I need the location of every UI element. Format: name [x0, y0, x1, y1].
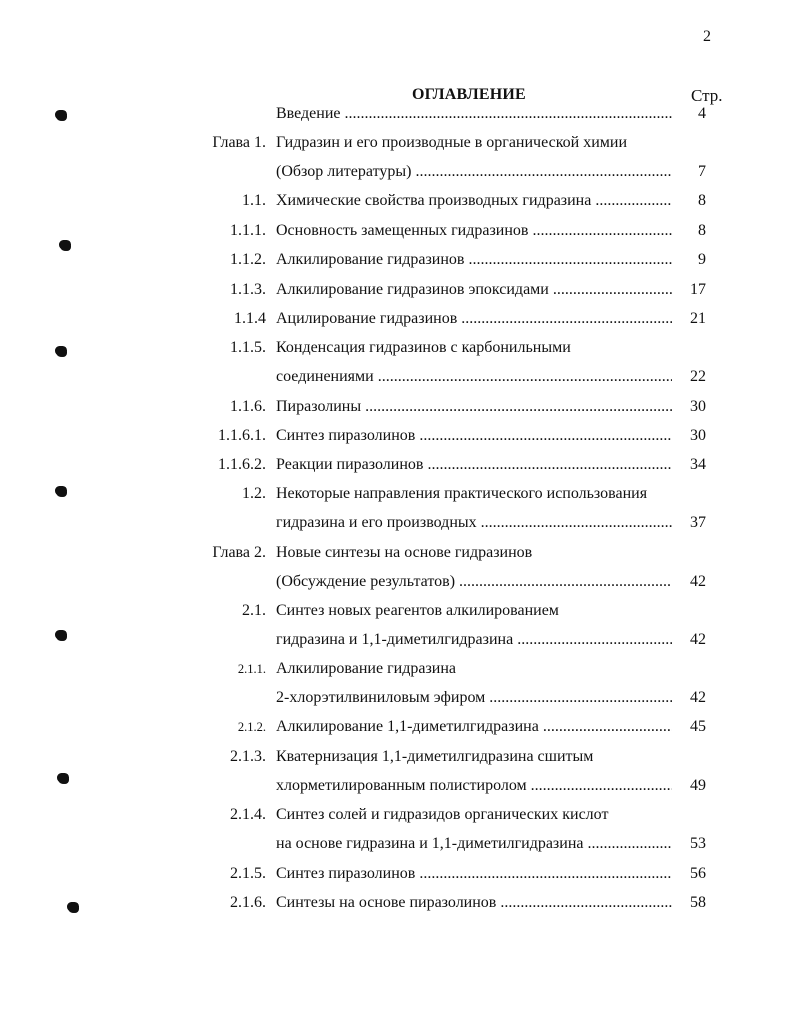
toc-entry-number: 2.1.1.	[237, 662, 266, 676]
toc-entry-number: Глава 2.	[212, 544, 266, 561]
toc-entry-title: Кватернизация 1,1-диметилгидразина сшитым	[276, 748, 594, 765]
toc-entry-page: 9	[698, 251, 706, 268]
toc-entry	[0, 630, 794, 650]
toc-entry-page: 4	[698, 105, 706, 122]
toc-entry-page: 30	[690, 427, 706, 444]
toc-entry-number: 1.1.5.	[230, 339, 266, 356]
toc-entry	[0, 250, 794, 270]
toc-entry-page: 42	[690, 689, 706, 706]
toc-entry-number: 2.1.	[242, 602, 266, 619]
toc-entry-page: 8	[698, 192, 706, 209]
toc-entry	[0, 717, 794, 737]
toc-entry	[0, 601, 794, 621]
toc-entry-title: Основность замещенных гидразинов .....	[276, 221, 672, 241]
toc-entry-number: 2.1.2.	[237, 720, 266, 734]
toc-entry-title: Синтез пиразолинов .....	[276, 864, 672, 884]
toc-entry-number: 1.1.1.	[230, 222, 266, 239]
toc-entry	[0, 776, 794, 796]
toc-entry-number: 2.1.6.	[230, 894, 266, 911]
toc-entry-title: Гидразин и его производные в органической химии	[276, 134, 628, 151]
toc-entry	[0, 513, 794, 533]
toc-entry-page: 42	[690, 573, 706, 590]
toc-entry-title: 2-хлорэтилвиниловым эфиром .....	[276, 688, 672, 708]
toc-entry-title: Синтез пиразолинов .....	[276, 426, 672, 446]
toc-entry-number: 1.1.4	[234, 310, 266, 327]
toc-entry	[0, 280, 794, 300]
toc-entry-number: 1.1.3.	[230, 281, 266, 298]
toc-entry-page: 30	[690, 398, 706, 415]
toc-entry-title: Синтезы на основе пиразолинов .....	[276, 893, 672, 913]
toc-entry-page: 34	[690, 456, 706, 473]
toc-entry-number: Глава 1.	[212, 134, 266, 151]
toc-entry	[0, 455, 794, 475]
toc-entry-page: 22	[690, 368, 706, 385]
toc-entry-page: 7	[698, 163, 706, 180]
toc-entry-number: 1.1.	[242, 192, 266, 209]
toc-entry-title: Синтез солей и гидразидов органических кислот	[276, 806, 609, 823]
toc-entry	[0, 162, 794, 182]
toc-entry-title: на основе гидразина и 1,1-диметилгидразина .....	[276, 834, 672, 854]
toc-entry-number: 2.1.5.	[230, 865, 266, 882]
toc-entry-title: Алкилирование гидразинов эпоксидами .....	[276, 280, 672, 300]
toc-entry-number: 2.1.4.	[230, 806, 266, 823]
toc-entry	[0, 133, 794, 153]
toc-entry	[0, 367, 794, 387]
toc-entry-number: 1.1.6.1.	[218, 427, 266, 444]
page-column-header: Стр.	[691, 86, 723, 105]
toc-entry	[0, 397, 794, 417]
toc-entry-title: Пиразолины .....	[276, 397, 672, 417]
toc-entry-page: 37	[690, 514, 706, 531]
toc-entry-page: 49	[690, 777, 706, 794]
toc-entry-page: 8	[698, 222, 706, 239]
toc-entry-page: 17	[690, 281, 706, 298]
toc-entry-number: 1.1.6.2.	[218, 456, 266, 473]
toc-entry-title: Новые синтезы на основе гидразинов	[276, 544, 533, 561]
toc-entry	[0, 864, 794, 884]
toc-entry	[0, 572, 794, 592]
toc-entry	[0, 688, 794, 708]
toc-entry	[0, 426, 794, 446]
toc-entry-title: Химические свойства производных гидразина .....	[276, 191, 672, 211]
toc-entry-title: Алкилирование 1,1-диметилгидразина .....	[276, 717, 672, 737]
toc-entry-page: 21	[690, 310, 706, 327]
toc-entry	[0, 309, 794, 329]
toc-title: ОГЛАВЛЕНИЕ	[412, 86, 526, 103]
toc-entry-number: 1.1.2.	[230, 251, 266, 268]
toc-entry-page: 58	[690, 894, 706, 911]
toc-entry-title: соединениями .....	[276, 367, 672, 387]
toc-entry-title: Введение .....	[276, 104, 672, 124]
toc-entry-title: Некоторые направления практического использования	[276, 485, 648, 502]
toc-entry-number: 2.1.3.	[230, 748, 266, 765]
toc-entry-title: Алкилирование гидразина	[276, 660, 457, 677]
toc-entry-title: Алкилирование гидразинов .....	[276, 250, 672, 270]
toc-entry-title: Реакции пиразолинов .....	[276, 455, 672, 475]
toc-entry-page: 56	[690, 865, 706, 882]
toc-entry-title: (Обсуждение результатов) .....	[276, 572, 672, 592]
toc-entry	[0, 893, 794, 913]
toc-entry	[0, 338, 794, 358]
toc-entry-title: хлорметилированным полистиролом .....	[276, 776, 672, 796]
toc-entry-page: 53	[690, 835, 706, 852]
toc-entry-title: Конденсация гидразинов с карбонильными	[276, 339, 571, 356]
toc-entry	[0, 484, 794, 504]
toc-entry	[0, 191, 794, 211]
toc-entry-title: гидразина и его производных .....	[276, 513, 672, 533]
toc-entry-title: Синтез новых реагентов алкилированием	[276, 602, 559, 619]
toc-entry	[0, 747, 794, 767]
toc-entry-page: 42	[690, 631, 706, 648]
toc-entry-page: 45	[690, 718, 706, 735]
toc-entry-number: 1.2.	[242, 485, 266, 502]
toc-entry-title: Ацилирование гидразинов .....	[276, 309, 672, 329]
page-number: 2	[703, 28, 711, 45]
toc-entry	[0, 104, 794, 124]
toc-entry	[0, 543, 794, 563]
toc-entry-title: гидразина и 1,1-диметилгидразина .....	[276, 630, 672, 650]
toc-entry	[0, 805, 794, 825]
toc-entry	[0, 221, 794, 241]
toc-entry	[0, 834, 794, 854]
toc-entry-number: 1.1.6.	[230, 398, 266, 415]
toc-entry-title: (Обзор литературы) .....	[276, 162, 672, 182]
toc-entry	[0, 659, 794, 679]
